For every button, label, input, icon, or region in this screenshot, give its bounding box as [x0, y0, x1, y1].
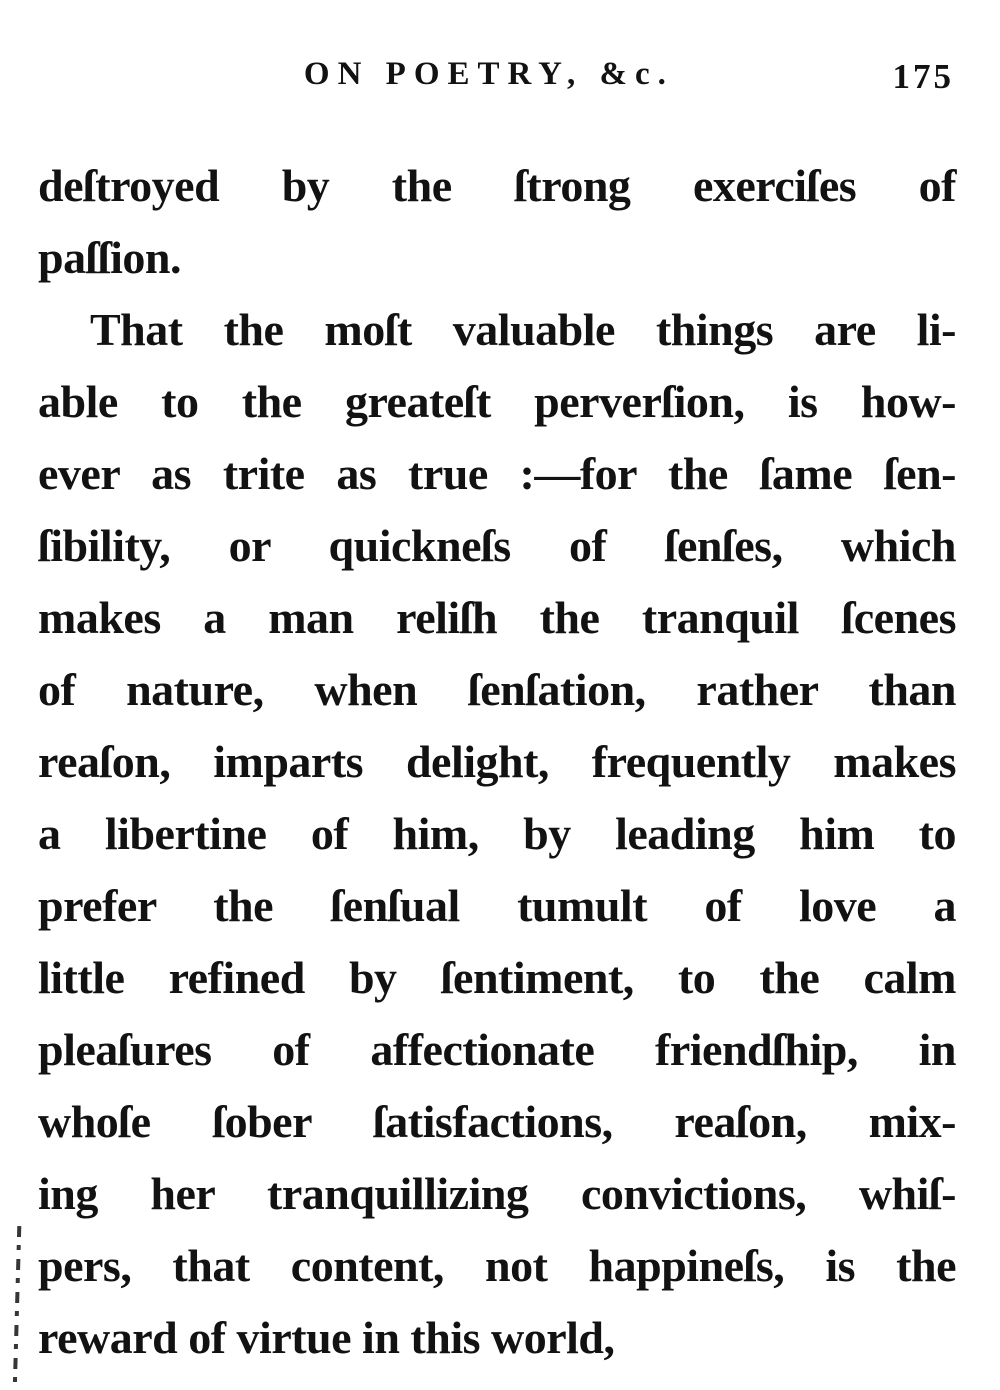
- text-line: reward of virtue in this world,: [38, 1312, 615, 1363]
- text-line: little refined by ſentiment, to the calm: [38, 952, 956, 1003]
- text-line: ing her tranquillizing convictions, whiſ-: [38, 1168, 956, 1219]
- text-line: reaſon, imparts delight, frequently makes: [38, 736, 956, 787]
- running-head-title: ON POETRY, &c.: [303, 56, 674, 92]
- paragraph: [38, 150, 956, 294]
- text-line: ſibility, or quickneſs of ſenſes, which: [38, 520, 956, 571]
- text-line: prefer the ſenſual tumult of love a: [38, 880, 956, 931]
- text-line: whoſe ſober ſatisfactions, reaſon, mix-: [38, 1096, 956, 1147]
- running-head: [0, 56, 1000, 114]
- text-line: makes a man reliſh the tranquil ſcenes: [38, 592, 956, 643]
- page-number: 175: [892, 57, 954, 96]
- text-line: able to the greateſt perverſion, is how-: [38, 376, 956, 427]
- text-line: That the moſt valuable things are li-: [90, 304, 956, 355]
- text-line: of nature, when ſenſation, rather than: [38, 664, 956, 715]
- text-line: deſtroyed by the ſtrong exerciſes of: [38, 160, 956, 211]
- text-line: paſſion.: [38, 232, 182, 283]
- page-body-text: [38, 150, 956, 1374]
- text-line: ever as trite as true :—for the ſame ſen-: [38, 448, 956, 499]
- ink-smudge-mark: [13, 1226, 22, 1390]
- text-line: pleaſures of affectionate friendſhip, in: [38, 1024, 956, 1075]
- paragraph: [38, 294, 956, 1374]
- text-line: pers, that content, not happineſs, is the: [38, 1240, 956, 1291]
- text-line: a libertine of him, by leading him to: [38, 808, 956, 859]
